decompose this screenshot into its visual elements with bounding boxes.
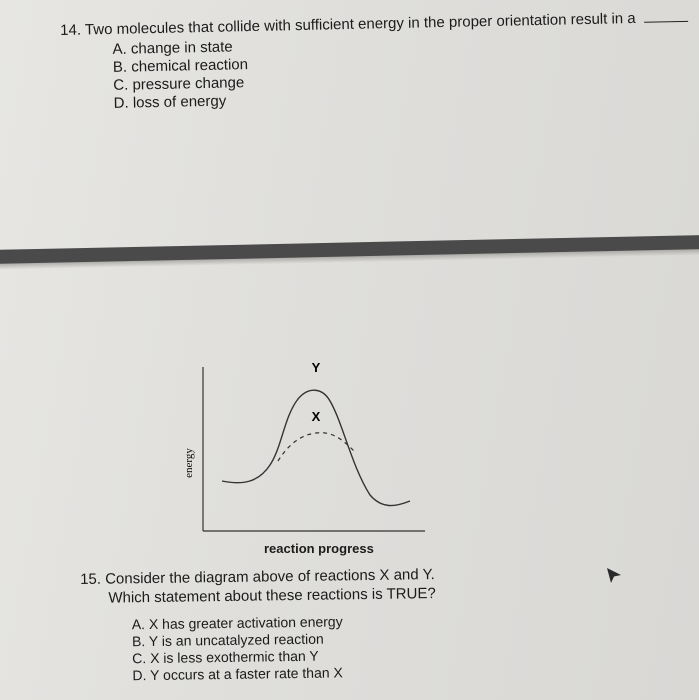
curve-y [222,390,410,505]
question-15-text-line1: Consider the diagram above of reactions X and Y. [105,566,435,588]
curve-x [278,433,354,461]
curve-x-label: X [311,409,321,424]
choice-14-a: A. change in state [112,38,233,58]
choice-15-a: A. X has greater activation energy [131,613,343,633]
choice-15-c: C. X is less exothermic than Y [132,647,319,667]
curve-y-label: Y [311,360,321,375]
question-15-choices [132,612,437,684]
question-14-choices [112,29,691,113]
energy-diagram [170,355,440,570]
choice-14-c: C. pressure change [113,74,245,94]
choice-14-d: D. loss of energy [113,92,227,112]
choice-14-b: B. chemical reaction [112,56,249,76]
question-14-text: Two molecules that collide with sufficient energy in the proper orientation result in a [84,9,636,39]
question-15 [80,565,437,685]
mouse-pointer-icon [604,566,624,586]
choice-15-d: D. Y occurs at a faster rate than X [132,664,343,684]
answer-blank [644,21,688,23]
question-14-number: 14. [60,21,82,39]
x-axis-label: reaction progress [264,541,374,556]
question-14 [60,9,692,114]
question-15-text-line2: Which statement about these reactions is TRUE? [108,585,436,607]
choice-15-b: B. Y is an uncatalyzed reaction [131,630,324,650]
question-15-number: 15. [80,570,102,588]
y-axis-label: energy [183,448,195,478]
